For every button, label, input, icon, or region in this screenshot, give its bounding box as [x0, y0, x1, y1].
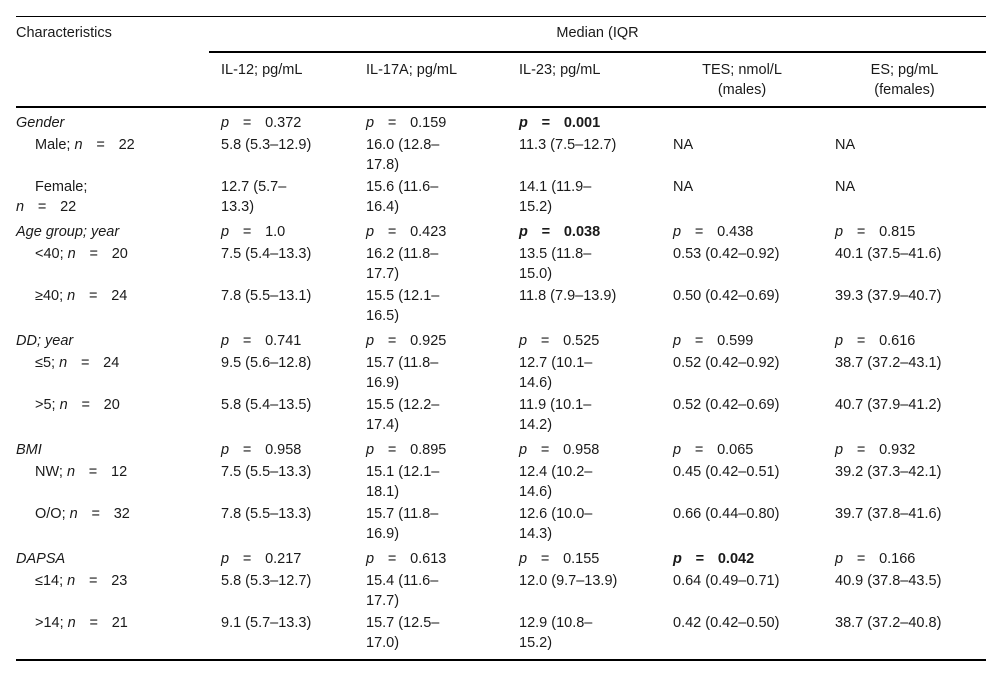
row-label [16, 502, 209, 544]
value-cell [209, 284, 354, 326]
p-symbol: p [221, 442, 230, 458]
p-value: 0.423 [410, 224, 447, 240]
n-symbol: n [16, 199, 25, 215]
p-symbol: p [673, 224, 682, 240]
n-value: 20 [103, 397, 120, 413]
group-row [16, 217, 986, 242]
group-label: Gender [16, 107, 209, 133]
group-label: DAPSA [16, 551, 66, 567]
n-symbol: n [67, 573, 76, 589]
equals-sign: = [387, 115, 397, 131]
value-line: 11.3 (7.5–12.7) [519, 137, 617, 153]
value-line: 39.2 (37.3–42.1) [835, 464, 942, 480]
row-label [16, 611, 209, 660]
value-line: 15.2) [519, 199, 553, 215]
value-cell [209, 175, 354, 217]
n-value: 23 [111, 573, 128, 589]
p-value: 0.038 [563, 224, 601, 240]
value-line: 39.7 (37.8–41.6) [835, 506, 942, 522]
value-line: 11.9 (10.1– [519, 397, 592, 413]
value-line: 15.1 (12.1– [366, 464, 440, 480]
value-cell [661, 242, 823, 284]
value-cell [354, 175, 507, 217]
equals-sign: = [856, 442, 866, 458]
p-value-cell [507, 107, 661, 133]
equals-sign: = [242, 551, 252, 567]
es-header-line2: (females) [874, 82, 935, 98]
value-cell [507, 569, 661, 611]
value-cell [661, 133, 823, 175]
p-symbol: p [366, 333, 375, 349]
p-symbol: p [366, 224, 375, 240]
p-value: 0.958 [265, 442, 302, 458]
row-label-text: >5; [35, 397, 60, 413]
median-iqr-header: Median (IQR [209, 17, 986, 53]
row-label [16, 460, 209, 502]
p-symbol: p [835, 442, 844, 458]
characteristics-header: Characteristics [16, 17, 209, 53]
equals-sign: = [242, 224, 252, 240]
value-cell [209, 611, 354, 660]
equals-sign: = [89, 288, 98, 304]
equals-sign: = [694, 442, 704, 458]
value-line: 15.2) [519, 635, 553, 651]
p-value: 0.438 [717, 224, 754, 240]
value-line: 0.53 (0.42–0.92) [673, 246, 780, 262]
value-line: 17.4) [366, 417, 400, 433]
p-symbol: p [221, 115, 230, 131]
value-line: 5.8 (5.4–13.5) [221, 397, 312, 413]
p-value-cell [507, 435, 661, 460]
value-line: 7.8 (5.5–13.1) [221, 288, 312, 304]
row-label-text: ≤14; [35, 573, 68, 589]
value-cell [354, 284, 507, 326]
p-value: 0.895 [410, 442, 447, 458]
equals-sign: = [242, 115, 252, 131]
p-value: 0.741 [265, 333, 302, 349]
value-line: 12.6 (10.0– [519, 506, 593, 522]
p-value-cell [354, 326, 507, 351]
equals-sign: = [242, 333, 252, 349]
group-label: Age group; year [16, 224, 120, 240]
value-line: 14.3) [519, 526, 553, 542]
value-line: 38.7 (37.2–40.8) [835, 615, 942, 631]
value-cell [507, 351, 661, 393]
value-line: 18.1) [366, 484, 400, 500]
value-cell [209, 460, 354, 502]
tes-header-line1: TES; nmol/L [702, 62, 782, 78]
value-cell [507, 284, 661, 326]
p-value-cell [209, 435, 354, 460]
p-value-cell [209, 544, 354, 569]
p-value-cell [507, 217, 661, 242]
equals-sign: = [540, 442, 550, 458]
n-value: 22 [60, 199, 77, 215]
value-cell [209, 133, 354, 175]
n-symbol: n [74, 137, 83, 153]
value-cell [354, 502, 507, 544]
row-label [16, 284, 209, 326]
value-line: 15.4 (11.6– [366, 573, 439, 589]
value-line: 5.8 (5.3–12.9) [221, 137, 312, 153]
table-row [16, 611, 986, 660]
value-cell [354, 569, 507, 611]
row-label-text: ≥40; [35, 288, 68, 304]
row-label-text: NW; [35, 464, 67, 480]
equals-sign: = [387, 442, 397, 458]
table-row [16, 351, 986, 393]
row-label [16, 351, 209, 393]
p-value: 0.159 [410, 115, 447, 131]
row-label-text: ≤5; [35, 355, 60, 371]
equals-sign: = [81, 397, 90, 413]
p-value: 0.925 [410, 333, 447, 349]
value-line: 0.50 (0.42–0.69) [673, 288, 780, 304]
value-line: 16.0 (12.8– [366, 137, 440, 153]
p-symbol: p [835, 224, 844, 240]
value-line: 0.52 (0.42–0.69) [673, 397, 780, 413]
p-symbol: p [519, 333, 528, 349]
p-symbol: p [519, 442, 528, 458]
value-line: NA [673, 179, 694, 195]
value-line: 7.5 (5.4–13.3) [221, 246, 312, 262]
equals-sign: = [541, 115, 551, 131]
p-value-cell [661, 107, 823, 133]
p-symbol: p [835, 551, 844, 567]
value-cell [507, 611, 661, 660]
value-line: 14.6) [519, 484, 553, 500]
p-value-cell [823, 326, 986, 351]
row-label-text: >14; [35, 615, 68, 631]
p-value-cell [661, 435, 823, 460]
value-cell [823, 351, 986, 393]
value-line: 17.7) [366, 593, 400, 609]
value-cell [507, 502, 661, 544]
value-cell [823, 460, 986, 502]
row-label-line1 [16, 177, 209, 197]
row-label [16, 133, 209, 175]
value-line: 9.5 (5.6–12.8) [221, 355, 312, 371]
value-cell [507, 460, 661, 502]
row-label-text: <40; [35, 246, 68, 262]
value-line: 14.6) [519, 375, 553, 391]
p-symbol: p [366, 551, 375, 567]
value-cell [661, 393, 823, 435]
p-value: 0.065 [717, 442, 754, 458]
p-value: 0.042 [717, 551, 755, 567]
p-value-cell [507, 326, 661, 351]
value-cell [209, 393, 354, 435]
value-cell [661, 502, 823, 544]
value-cell [354, 611, 507, 660]
value-line: NA [835, 179, 856, 195]
value-line: 16.5) [366, 308, 400, 324]
n-symbol: n [69, 506, 78, 522]
table-row [16, 569, 986, 611]
row-label-line2 [16, 197, 209, 217]
table-row [16, 502, 986, 544]
p-value-cell [823, 217, 986, 242]
value-cell [823, 502, 986, 544]
n-value: 32 [113, 506, 130, 522]
p-value-cell [209, 326, 354, 351]
n-symbol: n [67, 288, 76, 304]
equals-sign: = [541, 224, 551, 240]
n-value: 24 [111, 288, 128, 304]
p-symbol: p [221, 551, 230, 567]
value-line: 17.8) [366, 157, 400, 173]
value-cell [661, 460, 823, 502]
il23-header: IL-23; pg/mL [507, 52, 661, 107]
p-symbol: p [673, 442, 682, 458]
group-row [16, 435, 986, 460]
value-cell [823, 242, 986, 284]
p-value-cell [354, 544, 507, 569]
p-value: 0.932 [879, 442, 916, 458]
value-line: 0.64 (0.49–0.71) [673, 573, 780, 589]
equals-sign: = [96, 137, 105, 153]
value-line: 39.3 (37.9–40.7) [835, 288, 942, 304]
p-value: 0.613 [410, 551, 447, 567]
value-line: 40.7 (37.9–41.2) [835, 397, 942, 413]
equals-sign: = [387, 224, 397, 240]
value-line: 15.5 (12.1– [366, 288, 440, 304]
equals-sign: = [91, 506, 100, 522]
row-label-text: Female; [35, 179, 88, 195]
p-value: 0.958 [563, 442, 600, 458]
value-cell [661, 351, 823, 393]
table-row [16, 133, 986, 175]
header-row-2 [16, 52, 986, 107]
p-value-cell [209, 217, 354, 242]
value-cell [661, 284, 823, 326]
equals-sign: = [89, 615, 98, 631]
value-cell [354, 133, 507, 175]
p-value: 0.001 [563, 115, 601, 131]
value-line: 17.0) [366, 635, 400, 651]
p-value: 0.217 [265, 551, 302, 567]
value-line: 14.1 (11.9– [519, 179, 592, 195]
table-row [16, 284, 986, 326]
table-row [16, 460, 986, 502]
value-cell [823, 569, 986, 611]
value-line: 0.42 (0.42–0.50) [673, 615, 780, 631]
value-line: 15.6 (11.6– [366, 179, 439, 195]
row-label-text: O/O; [35, 506, 70, 522]
row-label [16, 175, 209, 217]
value-cell [661, 611, 823, 660]
p-value: 0.155 [563, 551, 600, 567]
p-symbol: p [221, 224, 230, 240]
value-cell [209, 502, 354, 544]
value-line: 7.8 (5.5–13.3) [221, 506, 312, 522]
es-header-line1: ES; pg/mL [870, 62, 939, 78]
equals-sign: = [387, 333, 397, 349]
il12-header: IL-12; pg/mL [209, 52, 354, 107]
group-label: DD; year [16, 333, 74, 349]
p-value-cell [354, 217, 507, 242]
p-symbol: p [366, 442, 375, 458]
table-row [16, 175, 986, 217]
value-line: 9.1 (5.7–13.3) [221, 615, 312, 631]
value-line: 12.0 (9.7–13.9) [519, 573, 618, 589]
equals-sign: = [89, 573, 98, 589]
value-line: 12.7 (10.1– [519, 355, 593, 371]
p-value: 0.166 [879, 551, 916, 567]
p-value-cell [823, 107, 986, 133]
group-row [16, 544, 986, 569]
table-row [16, 393, 986, 435]
value-line: 15.7 (12.5– [366, 615, 440, 631]
p-value: 1.0 [265, 224, 286, 240]
p-value: 0.815 [879, 224, 916, 240]
value-cell [823, 133, 986, 175]
n-symbol: n [67, 615, 76, 631]
n-symbol: n [67, 246, 76, 262]
equals-sign: = [695, 551, 705, 567]
value-line: 16.2 (11.8– [366, 246, 439, 262]
value-line: 12.9 (10.8– [519, 615, 593, 631]
value-cell [823, 284, 986, 326]
p-value-cell [507, 544, 661, 569]
p-value: 0.525 [563, 333, 600, 349]
value-line: 17.7) [366, 266, 400, 282]
equals-sign: = [37, 199, 47, 215]
p-value: 0.616 [879, 333, 916, 349]
p-value-cell [661, 326, 823, 351]
n-value: 24 [103, 355, 120, 371]
value-cell [209, 351, 354, 393]
p-symbol: p [835, 333, 844, 349]
value-line: 15.7 (11.8– [366, 355, 439, 371]
value-cell [823, 393, 986, 435]
header-row-1 [16, 17, 986, 53]
row-label-text: Male; [35, 137, 75, 153]
group-row [16, 107, 986, 133]
value-cell [823, 611, 986, 660]
p-value: 0.599 [717, 333, 754, 349]
p-value-cell [354, 435, 507, 460]
value-line: 40.1 (37.5–41.6) [835, 246, 942, 262]
tes-header [661, 52, 823, 107]
results-table [16, 16, 986, 661]
value-line: 38.7 (37.2–43.1) [835, 355, 942, 371]
value-line: 14.2) [519, 417, 553, 433]
equals-sign: = [694, 333, 704, 349]
il17a-header: IL-17A; pg/mL [354, 52, 507, 107]
equals-sign: = [80, 355, 90, 371]
value-line: 12.4 (10.2– [519, 464, 593, 480]
p-symbol: p [519, 551, 528, 567]
equals-sign: = [694, 224, 704, 240]
p-value-cell [823, 435, 986, 460]
equals-sign: = [856, 551, 866, 567]
n-value: 20 [111, 246, 128, 262]
equals-sign: = [540, 551, 550, 567]
value-cell [354, 393, 507, 435]
value-line: 0.45 (0.42–0.51) [673, 464, 780, 480]
value-line: 12.7 (5.7– [221, 179, 287, 195]
p-symbol: p [221, 333, 230, 349]
value-line: 16.9) [366, 526, 400, 542]
value-line: 16.9) [366, 375, 400, 391]
p-value-cell [661, 217, 823, 242]
row-label [16, 569, 209, 611]
p-value-cell [661, 544, 823, 569]
row-label [16, 242, 209, 284]
p-symbol: p [519, 115, 528, 131]
value-line: 11.8 (7.9–13.9) [519, 288, 617, 304]
value-line: 16.4) [366, 199, 400, 215]
equals-sign: = [540, 333, 550, 349]
equals-sign: = [242, 442, 252, 458]
row-label [16, 393, 209, 435]
equals-sign: = [88, 464, 98, 480]
equals-sign: = [387, 551, 397, 567]
value-line: 15.7 (11.8– [366, 506, 439, 522]
p-value-cell [209, 107, 354, 133]
n-value: 22 [118, 137, 135, 153]
p-symbol: p [366, 115, 375, 131]
p-symbol: p [673, 333, 682, 349]
value-line: 7.5 (5.5–13.3) [221, 464, 312, 480]
value-line: NA [835, 137, 856, 153]
equals-sign: = [856, 224, 866, 240]
p-value: 0.372 [265, 115, 302, 131]
value-cell [823, 175, 986, 217]
n-symbol: n [66, 464, 76, 480]
p-value-cell [354, 107, 507, 133]
es-header [823, 52, 986, 107]
value-cell [354, 460, 507, 502]
value-cell [354, 242, 507, 284]
n-value: 21 [111, 615, 128, 631]
n-value: 12 [111, 464, 128, 480]
value-line: 5.8 (5.3–12.7) [221, 573, 312, 589]
value-cell [661, 175, 823, 217]
table-row [16, 242, 986, 284]
value-cell [507, 175, 661, 217]
value-line: 15.0) [519, 266, 553, 282]
value-line: 15.5 (12.2– [366, 397, 440, 413]
n-symbol: n [59, 355, 68, 371]
n-symbol: n [59, 397, 68, 413]
value-line: 40.9 (37.8–43.5) [835, 573, 942, 589]
value-line: 13.3) [221, 199, 255, 215]
value-line: NA [673, 137, 694, 153]
value-line: 0.52 (0.42–0.92) [673, 355, 780, 371]
value-cell [209, 242, 354, 284]
equals-sign: = [89, 246, 98, 262]
value-cell [507, 242, 661, 284]
value-cell [507, 393, 661, 435]
value-line: 13.5 (11.8– [519, 246, 592, 262]
equals-sign: = [856, 333, 866, 349]
value-line: 0.66 (0.44–0.80) [673, 506, 780, 522]
value-cell [209, 569, 354, 611]
value-cell [661, 569, 823, 611]
value-cell [354, 351, 507, 393]
group-label: BMI [16, 442, 42, 458]
p-symbol: p [519, 224, 528, 240]
p-symbol: p [673, 551, 682, 567]
value-cell [507, 133, 661, 175]
p-value-cell [823, 544, 986, 569]
group-row [16, 326, 986, 351]
tes-header-line2: (males) [717, 82, 767, 98]
